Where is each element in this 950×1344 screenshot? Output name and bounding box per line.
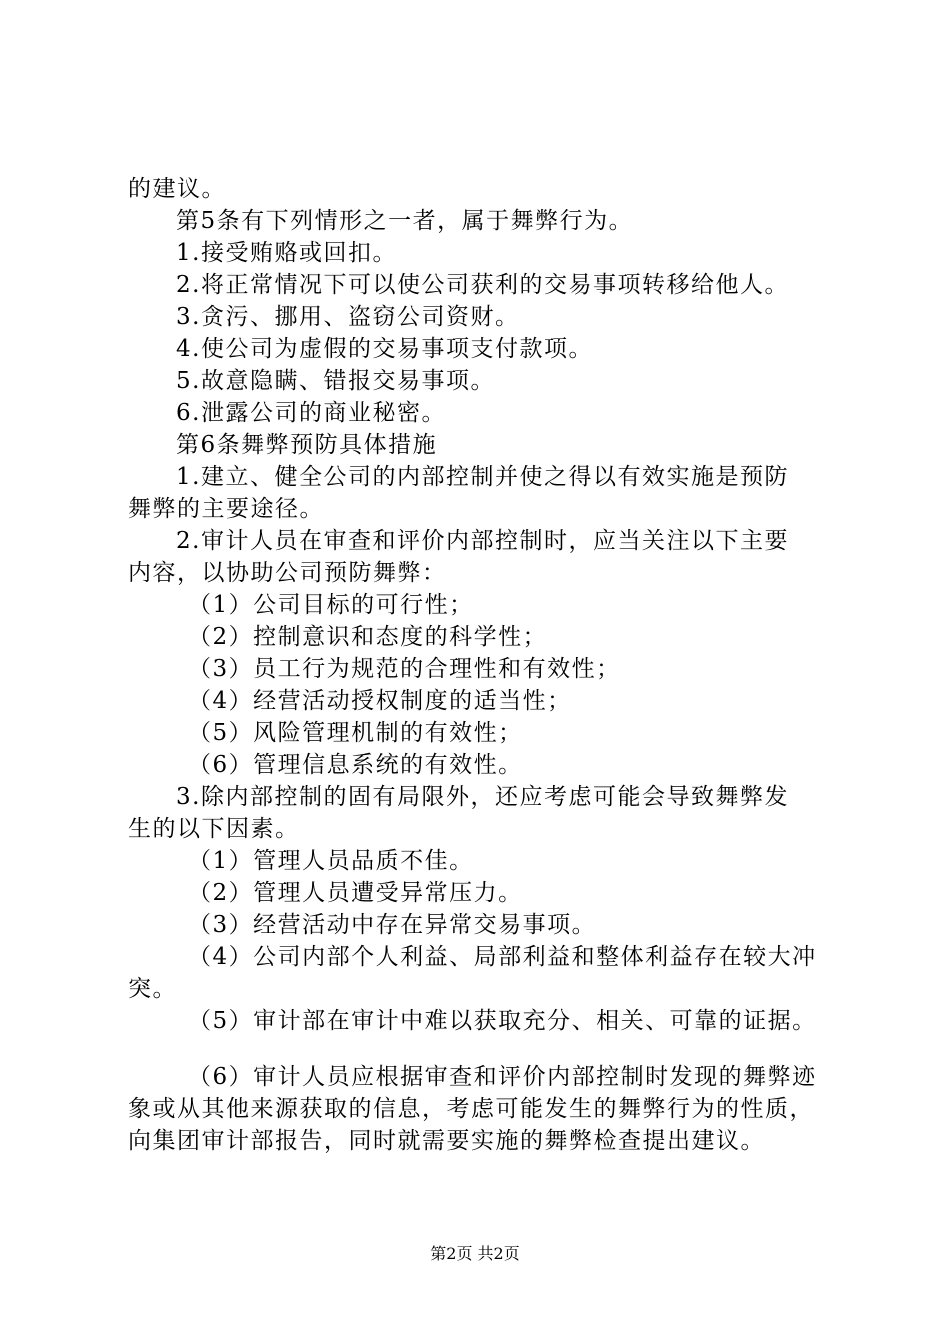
text-line-28: （6）审计人员应根据审查和评价内部控制时发现的舞弊迹 <box>188 1064 817 1090</box>
text-line-21: 生的以下因素。 <box>128 816 300 842</box>
text-line-22: （1）管理人员品质不佳。 <box>188 848 474 874</box>
text-line-13: 内容，以协助公司预防舞弊： <box>128 560 447 586</box>
text-line-26: 突。 <box>128 976 177 1002</box>
text-line-19: （6）管理信息系统的有效性。 <box>188 752 523 778</box>
page-number-footer: 第2页 共2页 <box>430 1244 520 1263</box>
text-line-27: （5）审计部在审计中难以获取充分、相关、可靠的证据。 <box>188 1008 817 1034</box>
text-line-8: 6.泄露公司的商业秘密。 <box>176 400 446 426</box>
text-line-5: 3.贪污、挪用、盗窃公司资财。 <box>176 304 520 330</box>
text-line-10: 1.建立、健全公司的内部控制并使之得以有效实施是预防 <box>176 464 789 490</box>
text-line-14: （1）公司目标的可行性； <box>188 592 474 618</box>
text-line-17: （4）经营活动授权制度的适当性； <box>188 688 572 714</box>
text-line-9: 第6条舞弊预防具体措施 <box>176 432 438 458</box>
text-line-6: 4.使公司为虚假的交易事项支付款项。 <box>176 336 593 362</box>
text-line-18: （5）风险管理机制的有效性； <box>188 720 523 746</box>
text-line-4: 2.将正常情况下可以使公司获利的交易事项转移给他人。 <box>176 272 789 298</box>
text-line-29: 象或从其他来源获取的信息，考虑可能发生的舞弊行为的性质， <box>128 1096 814 1122</box>
text-line-1: 的建议。 <box>128 176 226 202</box>
text-line-24: （3）经营活动中存在异常交易事项。 <box>188 912 597 938</box>
text-line-11: 舞弊的主要途径。 <box>128 496 324 522</box>
text-line-12: 2.审计人员在审查和评价内部控制时，应当关注以下主要 <box>176 528 789 554</box>
text-line-2: 第5条有下列情形之一者，属于舞弊行为。 <box>176 208 634 234</box>
text-line-3: 1.接受贿赂或回扣。 <box>176 240 397 266</box>
text-line-7: 5.故意隐瞒、错报交易事项。 <box>176 368 495 394</box>
text-line-23: （2）管理人员遭受异常压力。 <box>188 880 523 906</box>
text-line-30: 向集团审计部报告，同时就需要实施的舞弊检查提出建议。 <box>128 1128 765 1154</box>
text-line-15: （2）控制意识和态度的科学性； <box>188 624 548 650</box>
text-line-25: （4）公司内部个人利益、局部利益和整体利益存在较大冲 <box>188 944 817 970</box>
text-line-20: 3.除内部控制的固有局限外，还应考虑可能会导致舞弊发 <box>176 784 789 810</box>
text-line-16: （3）员工行为规范的合理性和有效性； <box>188 656 621 682</box>
